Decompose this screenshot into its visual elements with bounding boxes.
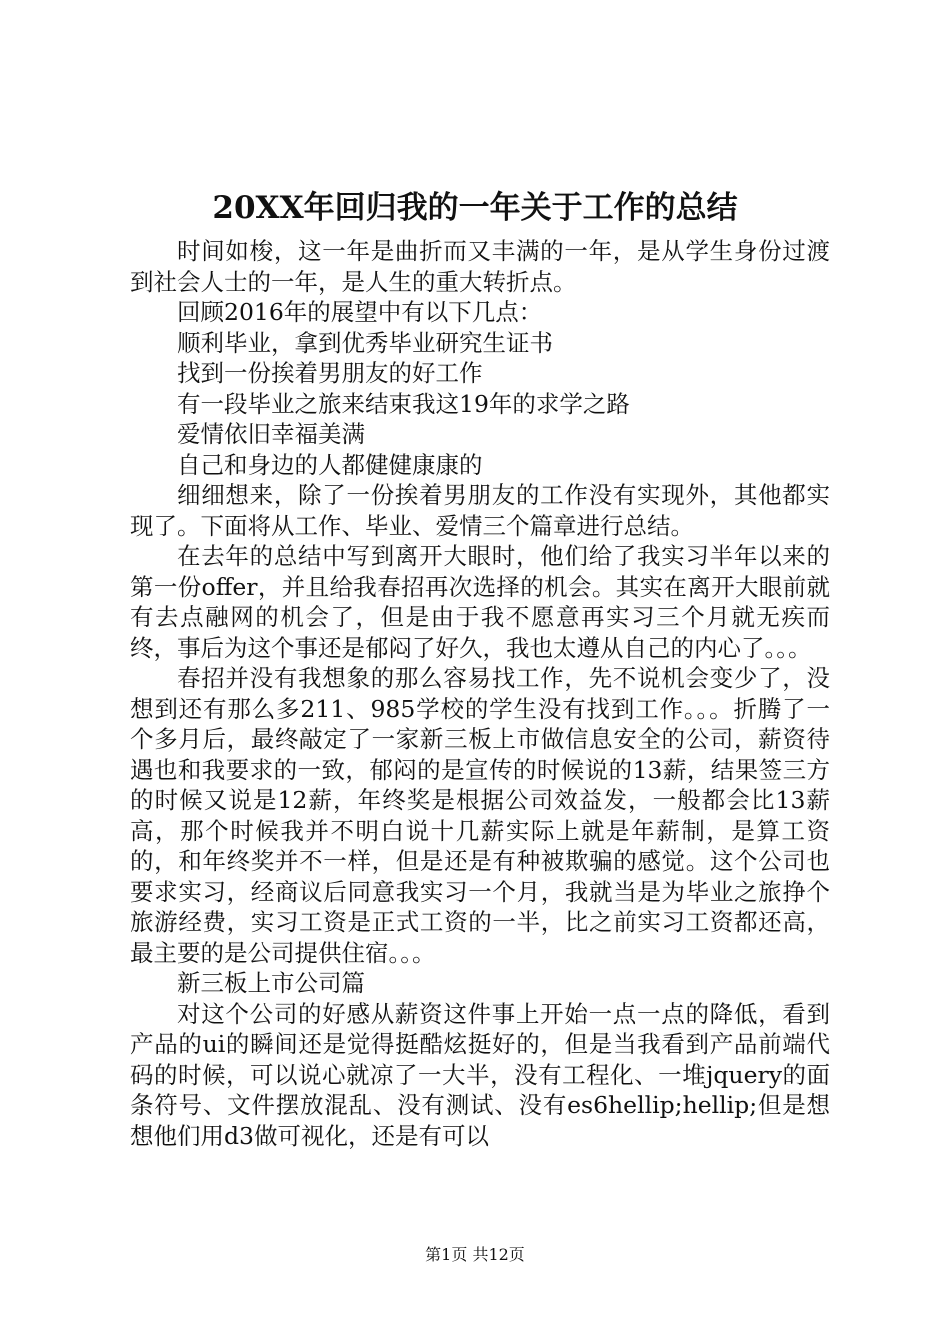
paragraph: 自己和身边的人都健健康康的 bbox=[177, 450, 483, 479]
paragraph: 时间如梭，这一年是曲折而又丰满的一年，是从学生身份过渡到社会人士的一年，是人生的重大转折点。 bbox=[130, 237, 830, 296]
paragraph: 找到一份挨着男朋友的好工作 bbox=[177, 359, 483, 387]
paragraph: 对这个公司的好感从薪资这件事上开始一点一点的降低，看到产品的ui的瞬间还是觉得挺酷炫挺好的，但是当我看到产品前端代码的时候，可以说心就凉了一大半，没有工程化、一堆jquery的面条符号、文件摆放混乱、没有测试、没有es6hellip;hellip;但是想想他们用d3做可视化，还是有可以 bbox=[130, 999, 830, 1150]
document-body bbox=[130, 236, 830, 1151]
paragraph: 爱情依旧幸福美满 bbox=[177, 420, 365, 448]
paragraph: 细细想来，除了一份挨着男朋友的工作没有实现外，其他都实现了。下面将从工作、毕业、爱情三个篇章进行总结。 bbox=[130, 481, 830, 540]
paragraph: 回顾2016年的展望中有以下几点： bbox=[177, 298, 543, 326]
paragraph: 顺利毕业，拿到优秀毕业研究生证书 bbox=[177, 328, 553, 357]
paragraph: 春招并没有我想象的那么容易找工作，先不说机会变少了，没想到还有那么多211、985学校的学生没有找到工作。。。折腾了一个多月后，最终敲定了一家新三板上市做信息安全的公司，薪资待遇也和我要求的一致，郁闷的是宣传的时候说的13薪，结果签三方的时候又说是12薪，年终奖是根据公司效益发，一般都会比13薪高，那个时候我并不明白说十几薪实际上就是年薪制，是算工资的，和年终奖并不一样，但是还是有种被欺骗的感觉。这个公司也要求实习，经商议后同意我实习一个月，我就当是为毕业之旅挣个旅游经费，实习工资是正式工资的一半，比之前实习工资都还高，最主要的是公司提供住宿。。。 bbox=[130, 664, 830, 967]
section-heading: 新三板上市公司篇 bbox=[177, 969, 365, 997]
paragraph: 有一段毕业之旅来结束我这19年的求学之路 bbox=[177, 389, 630, 418]
page-number-footer: 第1页 共12页 bbox=[425, 1245, 525, 1264]
document-title: 20XX年回归我的一年关于工作的总结 bbox=[212, 190, 738, 226]
paragraph: 在去年的总结中写到离开大眼时，他们给了我实习半年以来的第一份offer，并且给我春招再次选择的机会。其实在离开大眼前就有去点融网的机会了，但是由于我不愿意再实习三个月就无疾而终，事后为这个事还是郁闷了好久，我也太遵从自己的内心了。。。 bbox=[130, 542, 830, 662]
